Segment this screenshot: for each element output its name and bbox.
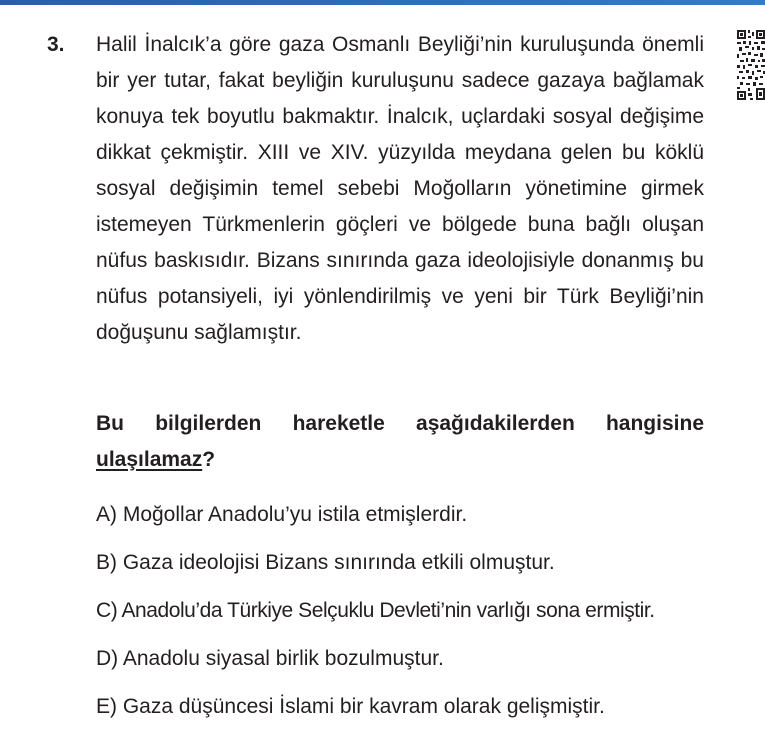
qr-code-icon[interactable] bbox=[737, 30, 765, 102]
question-number: 3. bbox=[47, 33, 65, 56]
prompt-main: Bu bilgilerden hareketle aşağıdakilerden hangisine bbox=[96, 412, 704, 435]
prompt-end: ? bbox=[202, 448, 216, 471]
prompt-negation: ulaşılamaz bbox=[96, 448, 203, 471]
top-accent-bar bbox=[0, 0, 765, 5]
option-d[interactable]: D) Anadolu siyasal birlik bozulmuştur. bbox=[96, 647, 444, 670]
question-prompt bbox=[96, 406, 704, 478]
option-c[interactable]: C) Anadolu’da Türkiye Selçuklu Devleti’nin varlığı sona ermiştir. bbox=[96, 599, 655, 622]
question-passage: Halil İnalcık’a göre gaza Osmanlı Beyliği’nin kuruluşunda önemli bir yer tutar, fakat beyliğin kuruluşunu sadece gazaya bağlamak konuya tek boyutlu bakmaktır. İnalcık, uçlardaki sosyal değişime dikkat çekmiştir. XIII ve XIV. yüzyılda meydana gelen bu köklü sosyal değişimin temel sebebi Moğolların yönetimine girmek istemeyen Türkmenlerin göçleri ve bölgede buna bağlı oluşan nüfus baskısıdır. Bizans sınırında gaza ideolojisiyle donanmış bu nüfus potansiyeli, iyi yönlendirilmiş ve yeni bir Türk Beyliği’nin doğuşunu sağlamıştır. bbox=[96, 33, 704, 344]
option-b[interactable]: B) Gaza ideolojisi Bizans sınırında etkili olmuştur. bbox=[96, 551, 555, 574]
answer-options bbox=[96, 500, 736, 740]
option-a[interactable]: A) Moğollar Anadolu’yu istila etmişlerdir. bbox=[96, 503, 468, 526]
option-e[interactable]: E) Gaza düşüncesi İslami bir kavram olarak gelişmiştir. bbox=[96, 695, 605, 718]
